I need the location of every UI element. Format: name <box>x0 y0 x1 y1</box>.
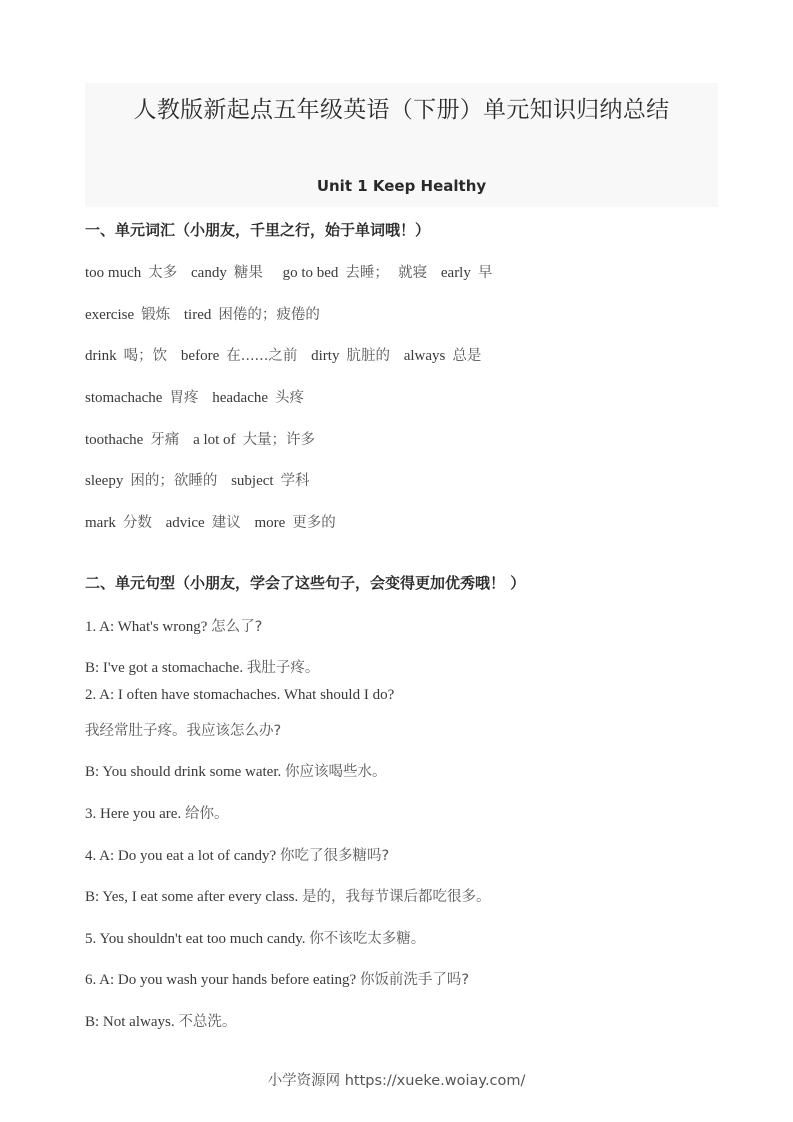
vocab-line-2 <box>85 303 330 324</box>
sentence-line: 6. A: Do you wash your hands before eating? 你饭前洗手了吗? <box>85 972 470 988</box>
footer-watermark: 小学资源网 https://xueke.woiay.com/ <box>267 1073 526 1089</box>
vocab-item: exercise 锻炼 <box>85 307 171 323</box>
vocab-line-5 <box>85 428 325 449</box>
vocab-line-4 <box>85 386 314 407</box>
vocab-item: drink 喝；饮 <box>85 348 168 364</box>
sentence-line: 2. A: I often have stomachaches. What should I do? <box>85 687 395 703</box>
vocab-item: headache 头疼 <box>212 390 305 406</box>
vocab-item: always 总是 <box>403 348 482 364</box>
sentence-line: B: I've got a stomachache. 我肚子疼。 <box>85 660 320 676</box>
vocab-line-7 <box>85 511 346 532</box>
sentence-line: 3. Here you are. 给你。 <box>85 806 229 822</box>
vocab-item: subject 学科 <box>231 473 310 489</box>
vocab-item: mark 分数 <box>85 515 152 531</box>
vocab-item: tired 困倦的；疲倦的 <box>183 307 320 323</box>
sentences-heading: 二、单元句型（小朋友，学会了这些句子，会变得更加优秀哦！ ） <box>85 574 526 592</box>
vocab-item: toothache 牙痛 <box>85 432 180 448</box>
vocab-item: before 在......之前 <box>180 348 298 364</box>
sentence-line: B: Not always. 不总洗。 <box>85 1014 237 1030</box>
vocab-item: early 早 <box>440 265 493 281</box>
vocab-item: advice 建议 <box>165 515 241 531</box>
vocab-item: dirty 肮脏的 <box>311 348 390 364</box>
vocab-item: more 更多的 <box>254 515 336 531</box>
sentence-line: 我经常肚子疼。我应该怎么办? <box>85 723 282 739</box>
vocab-item: too much 太多 <box>85 265 178 281</box>
vocab-item: a lot of 大量；许多 <box>193 432 316 448</box>
sentence-line: 4. A: Do you eat a lot of candy? 你吃了很多糖吗? <box>85 848 390 864</box>
document-title: 人教版新起点五年级英语（下册）单元知识归纳总结 <box>133 97 670 123</box>
vocab-item: stomachache 胃疼 <box>85 390 199 406</box>
unit-title: Unit 1 Keep Healthy <box>316 177 487 195</box>
sentence-line: B: You should drink some water. 你应该喝些水。 <box>85 764 387 780</box>
vocab-item: go to bed 去睡； 就寝 <box>282 265 428 281</box>
vocabulary-heading: 一、单元词汇（小朋友，千里之行，始于单词哦！） <box>85 221 431 239</box>
vocab-line-1 <box>85 261 502 282</box>
vocab-line-6 <box>85 469 320 490</box>
sentence-line: 5. You shouldn't eat too much candy. 你不该吃太多糖。 <box>85 931 426 947</box>
vocab-item: sleepy 困的；欲睡的 <box>85 473 218 489</box>
document-header <box>85 83 718 207</box>
sentence-line: B: Yes, I eat some after every class. 是的，我每节课后都吃很多。 <box>85 889 491 905</box>
sentence-line: 1. A: What's wrong? 怎么了? <box>85 619 263 635</box>
vocab-item: candy 糖果 <box>191 265 263 281</box>
vocab-line-3 <box>85 344 491 365</box>
